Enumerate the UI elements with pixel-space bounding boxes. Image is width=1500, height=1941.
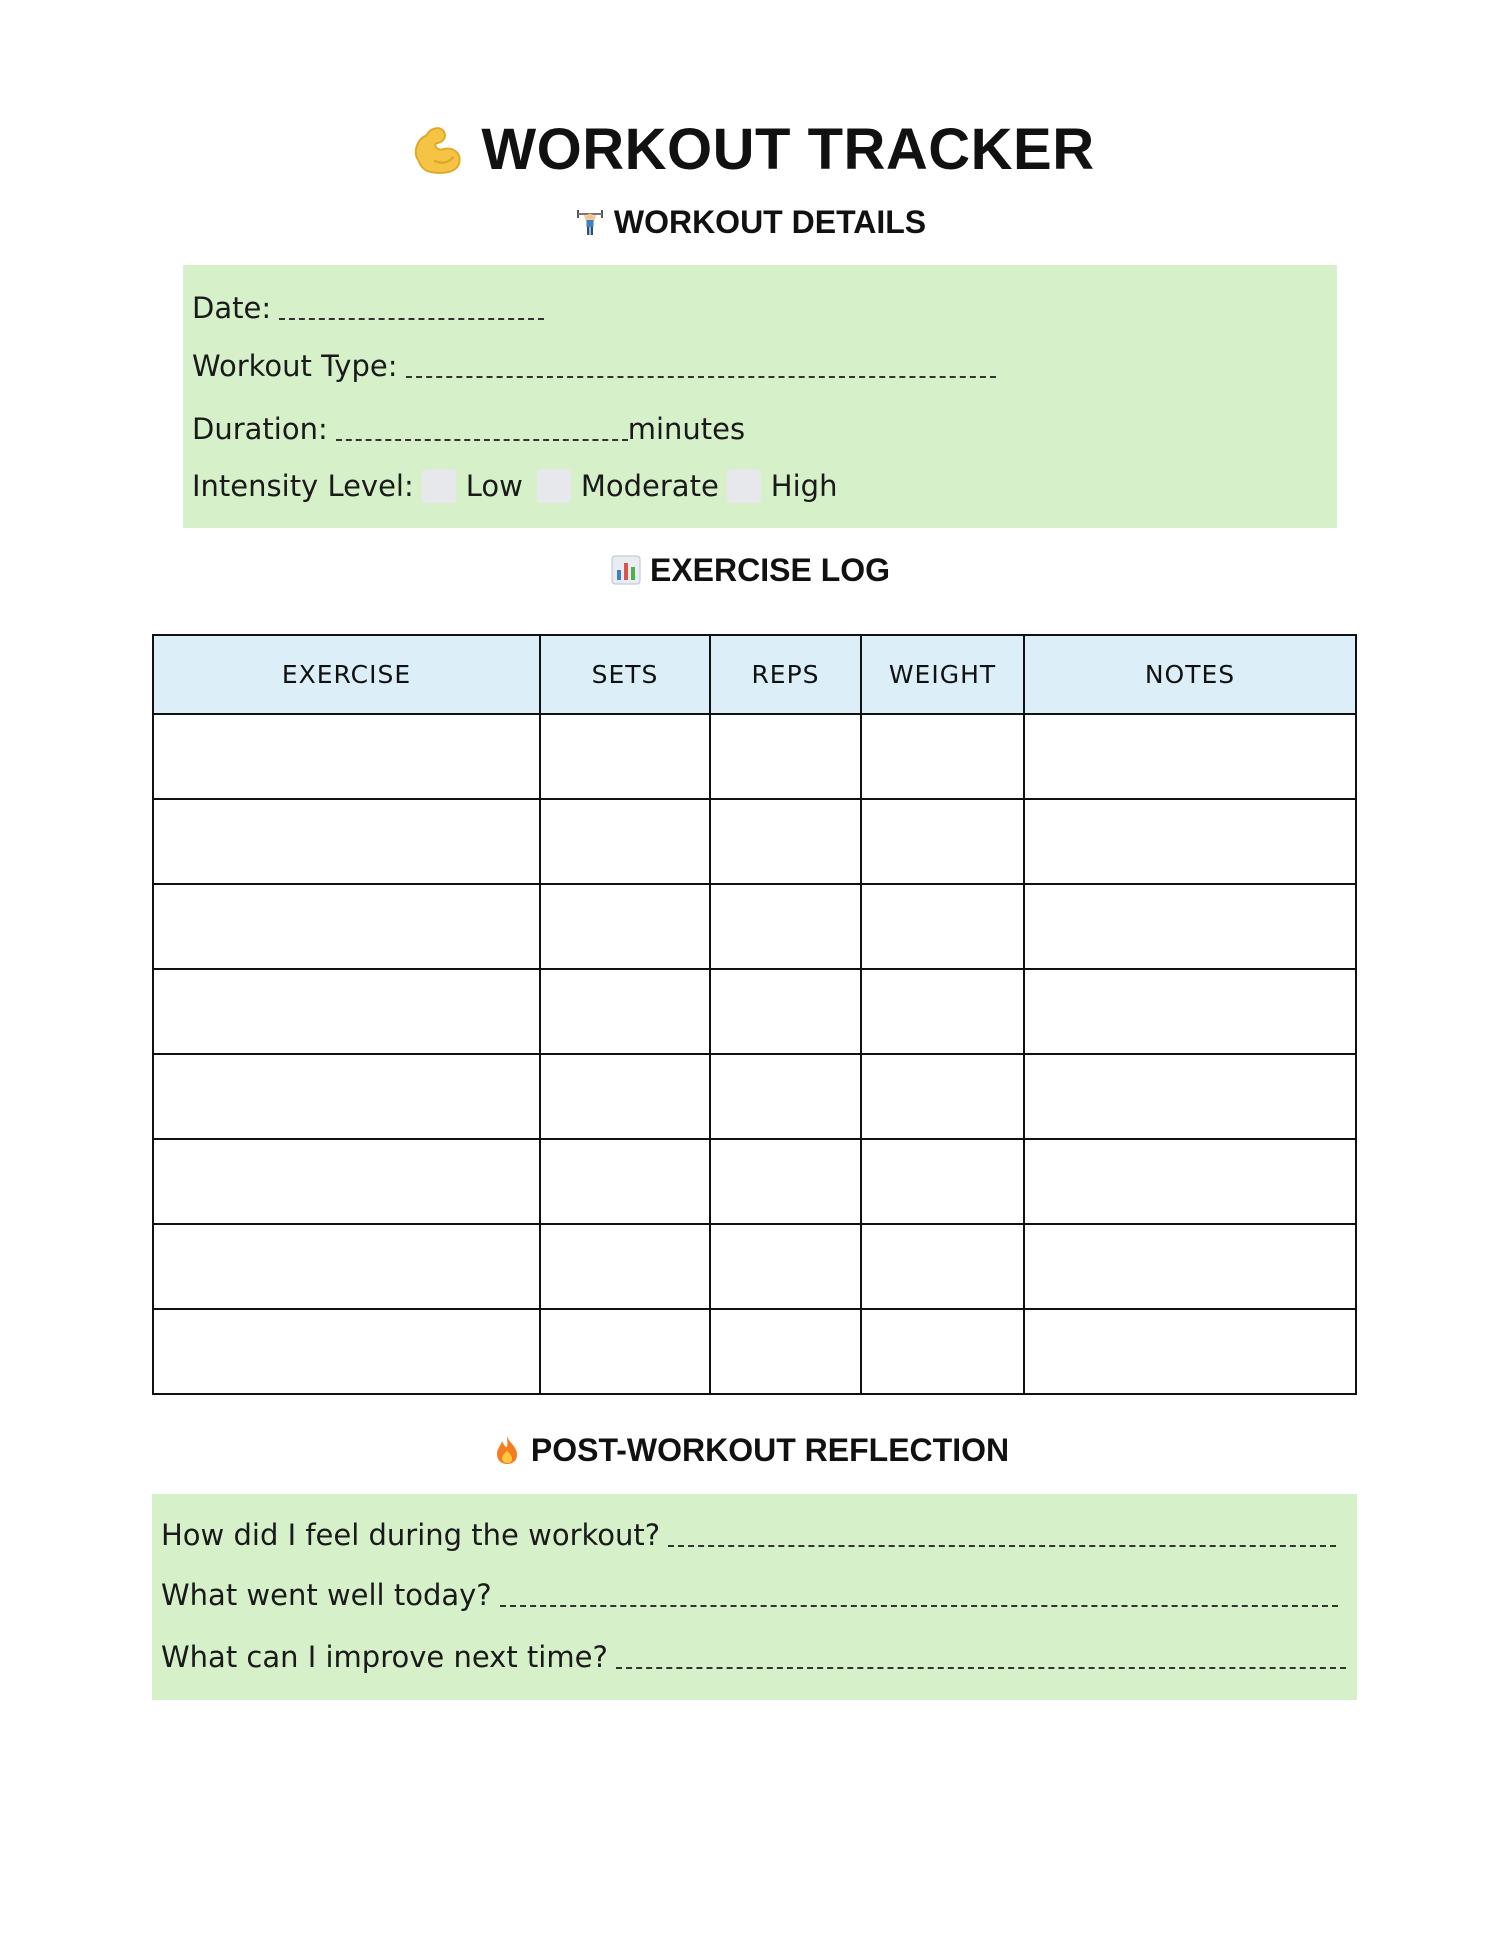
page-title [0, 112, 1500, 186]
exercise-log-table [152, 634, 1357, 1395]
cell-weight[interactable] [861, 1054, 1024, 1139]
workout-type-label: Workout Type: [192, 349, 398, 383]
table-row [153, 1054, 1356, 1139]
cell-weight[interactable] [861, 1224, 1024, 1309]
exercise-log-heading [0, 550, 1500, 590]
intensity-high-checkbox[interactable] [727, 469, 761, 503]
reflection-heading-text: POST-WORKOUT REFLECTION [530, 1431, 1010, 1468]
reflection-question-1-label: How did I feel during the workout? [161, 1518, 661, 1552]
cell-sets[interactable] [540, 1309, 710, 1394]
cell-exercise[interactable] [153, 1139, 540, 1224]
intensity-moderate-checkbox[interactable] [537, 469, 571, 503]
exercise-log-heading-text: EXERCISE LOG [649, 551, 891, 588]
reflection-heading [0, 1430, 1500, 1470]
cell-exercise[interactable] [153, 714, 540, 799]
workout-details-heading-text: WORKOUT DETAILS [613, 203, 927, 240]
duration-blank[interactable] [336, 438, 628, 441]
workout-details-heading [0, 202, 1500, 242]
cell-notes[interactable] [1024, 1139, 1356, 1224]
column-header-reps: REPS [710, 635, 861, 714]
table-row [153, 1224, 1356, 1309]
cell-weight[interactable] [861, 714, 1024, 799]
cell-reps[interactable] [710, 1054, 861, 1139]
workout-type-field[interactable] [192, 349, 996, 383]
intensity-field [192, 469, 837, 503]
duration-field[interactable] [192, 412, 745, 446]
cell-sets[interactable] [540, 1054, 710, 1139]
reflection-answer-1-blank[interactable] [668, 1544, 1336, 1547]
cell-exercise[interactable] [153, 969, 540, 1054]
cell-sets[interactable] [540, 714, 710, 799]
cell-sets[interactable] [540, 1139, 710, 1224]
bar-chart-icon [610, 554, 642, 586]
flexed-biceps-icon [405, 118, 467, 180]
cell-weight[interactable] [861, 1309, 1024, 1394]
workout-details-panel [183, 265, 1337, 528]
reflection-answer-2-blank[interactable] [500, 1604, 1338, 1607]
weightlifter-icon [574, 206, 606, 238]
table-row [153, 714, 1356, 799]
column-header-exercise: EXERCISE [153, 635, 540, 714]
cell-exercise[interactable] [153, 1309, 540, 1394]
table-row [153, 799, 1356, 884]
exercise-log-body [153, 714, 1356, 1394]
date-field[interactable] [192, 291, 544, 325]
intensity-moderate-label: Moderate [580, 469, 719, 503]
reflection-panel [152, 1494, 1357, 1700]
cell-exercise[interactable] [153, 1054, 540, 1139]
date-blank[interactable] [279, 317, 544, 320]
cell-notes[interactable] [1024, 714, 1356, 799]
intensity-high-label: High [770, 469, 838, 503]
reflection-question-1[interactable] [161, 1518, 1336, 1552]
table-row [153, 884, 1356, 969]
column-header-weight: WEIGHT [861, 635, 1024, 714]
cell-notes[interactable] [1024, 969, 1356, 1054]
cell-reps[interactable] [710, 1139, 861, 1224]
column-header-notes: NOTES [1024, 635, 1356, 714]
cell-weight[interactable] [861, 969, 1024, 1054]
workout-type-blank[interactable] [406, 375, 996, 378]
cell-notes[interactable] [1024, 884, 1356, 969]
column-header-sets: SETS [540, 635, 710, 714]
title-text: WORKOUT TRACKER [481, 116, 1095, 182]
fire-icon [491, 1434, 523, 1466]
cell-notes[interactable] [1024, 1054, 1356, 1139]
cell-reps[interactable] [710, 799, 861, 884]
cell-weight[interactable] [861, 799, 1024, 884]
cell-reps[interactable] [710, 714, 861, 799]
cell-exercise[interactable] [153, 1224, 540, 1309]
cell-weight[interactable] [861, 1139, 1024, 1224]
intensity-label: Intensity Level: [192, 469, 414, 503]
cell-sets[interactable] [540, 884, 710, 969]
cell-reps[interactable] [710, 1224, 861, 1309]
reflection-answer-3-blank[interactable] [616, 1666, 1346, 1669]
duration-unit: minutes [627, 412, 746, 446]
reflection-question-3[interactable] [161, 1640, 1346, 1674]
table-row [153, 969, 1356, 1054]
cell-notes[interactable] [1024, 1309, 1356, 1394]
cell-exercise[interactable] [153, 884, 540, 969]
cell-reps[interactable] [710, 884, 861, 969]
reflection-question-2[interactable] [161, 1578, 1338, 1612]
cell-sets[interactable] [540, 969, 710, 1054]
cell-sets[interactable] [540, 799, 710, 884]
reflection-question-2-label: What went well today? [161, 1578, 492, 1612]
cell-reps[interactable] [710, 1309, 861, 1394]
cell-notes[interactable] [1024, 1224, 1356, 1309]
intensity-low-checkbox[interactable] [422, 469, 456, 503]
table-row [153, 1309, 1356, 1394]
duration-label: Duration: [192, 412, 328, 446]
cell-exercise[interactable] [153, 799, 540, 884]
cell-reps[interactable] [710, 969, 861, 1054]
cell-weight[interactable] [861, 884, 1024, 969]
table-row [153, 1139, 1356, 1224]
table-header-row [153, 635, 1356, 714]
date-label: Date: [192, 291, 272, 325]
reflection-question-3-label: What can I improve next time? [161, 1640, 608, 1674]
intensity-low-label: Low [465, 469, 523, 503]
cell-notes[interactable] [1024, 799, 1356, 884]
cell-sets[interactable] [540, 1224, 710, 1309]
